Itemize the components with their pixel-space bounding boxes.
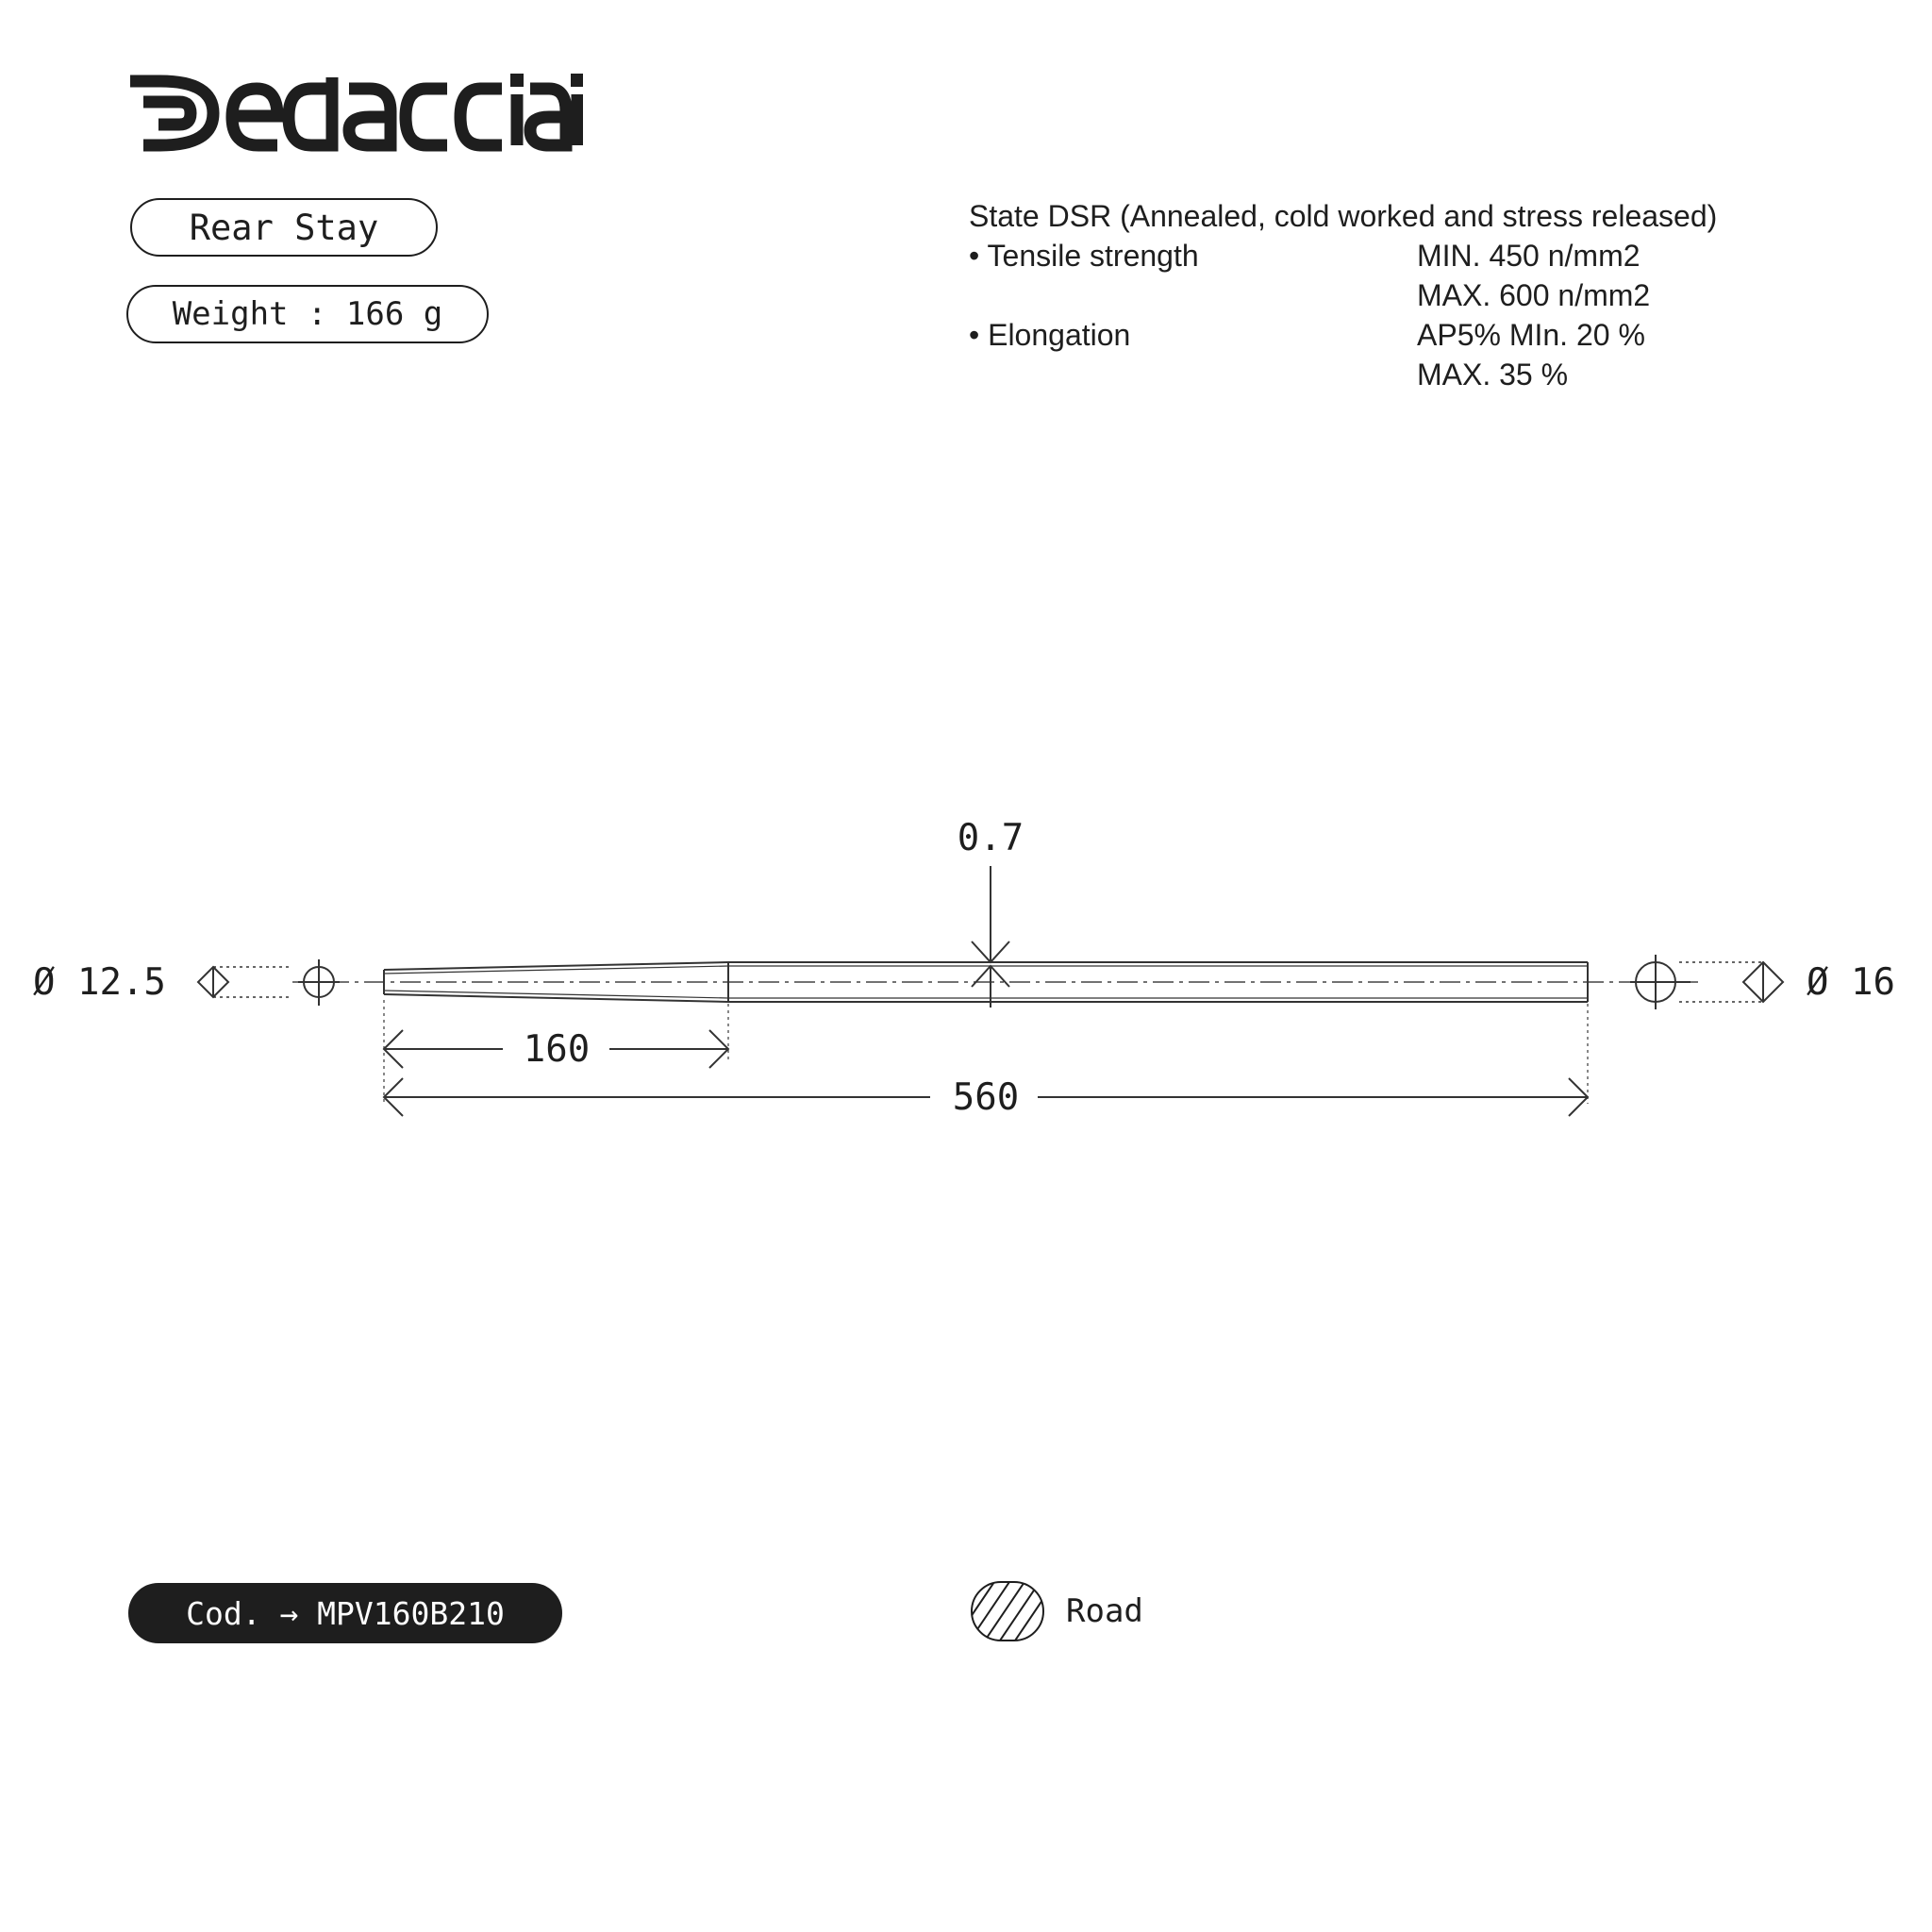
left-diameter-label: Ø 12.5 — [33, 961, 166, 1004]
right-end-section — [1630, 955, 1783, 1009]
weight-label: Weight : 166 g — [172, 295, 443, 333]
taper-length-label: 160 — [523, 1028, 591, 1071]
spec-value: MAX. 35 % — [1417, 358, 1569, 391]
spec-label: • Tensile strength — [969, 239, 1199, 273]
wall-thickness-label: 0.7 — [957, 817, 1024, 859]
spec-label: • Elongation — [969, 318, 1131, 352]
spec-heading: State DSR (Annealed, cold worked and stress released) — [969, 199, 1718, 233]
usage-legend — [970, 1579, 1143, 1643]
total-length-label: 560 — [952, 1076, 1020, 1119]
product-name: Rear Stay — [189, 207, 379, 248]
hatched-oval-icon — [970, 1580, 1045, 1642]
product-code-badge — [128, 1583, 562, 1643]
left-end-section — [198, 959, 340, 1006]
legend-label: Road — [1066, 1592, 1143, 1630]
product-code: Cod. → MPV160B210 — [186, 1594, 505, 1632]
wall-thickness-callout — [972, 866, 1009, 1008]
spec-value: MIN. 450 n/mm2 — [1417, 239, 1641, 273]
spec-value: MAX. 600 n/mm2 — [1417, 278, 1651, 312]
right-diameter-label: Ø 16 — [1807, 961, 1895, 1004]
spec-value: AP5% MIn. 20 % — [1417, 318, 1645, 352]
